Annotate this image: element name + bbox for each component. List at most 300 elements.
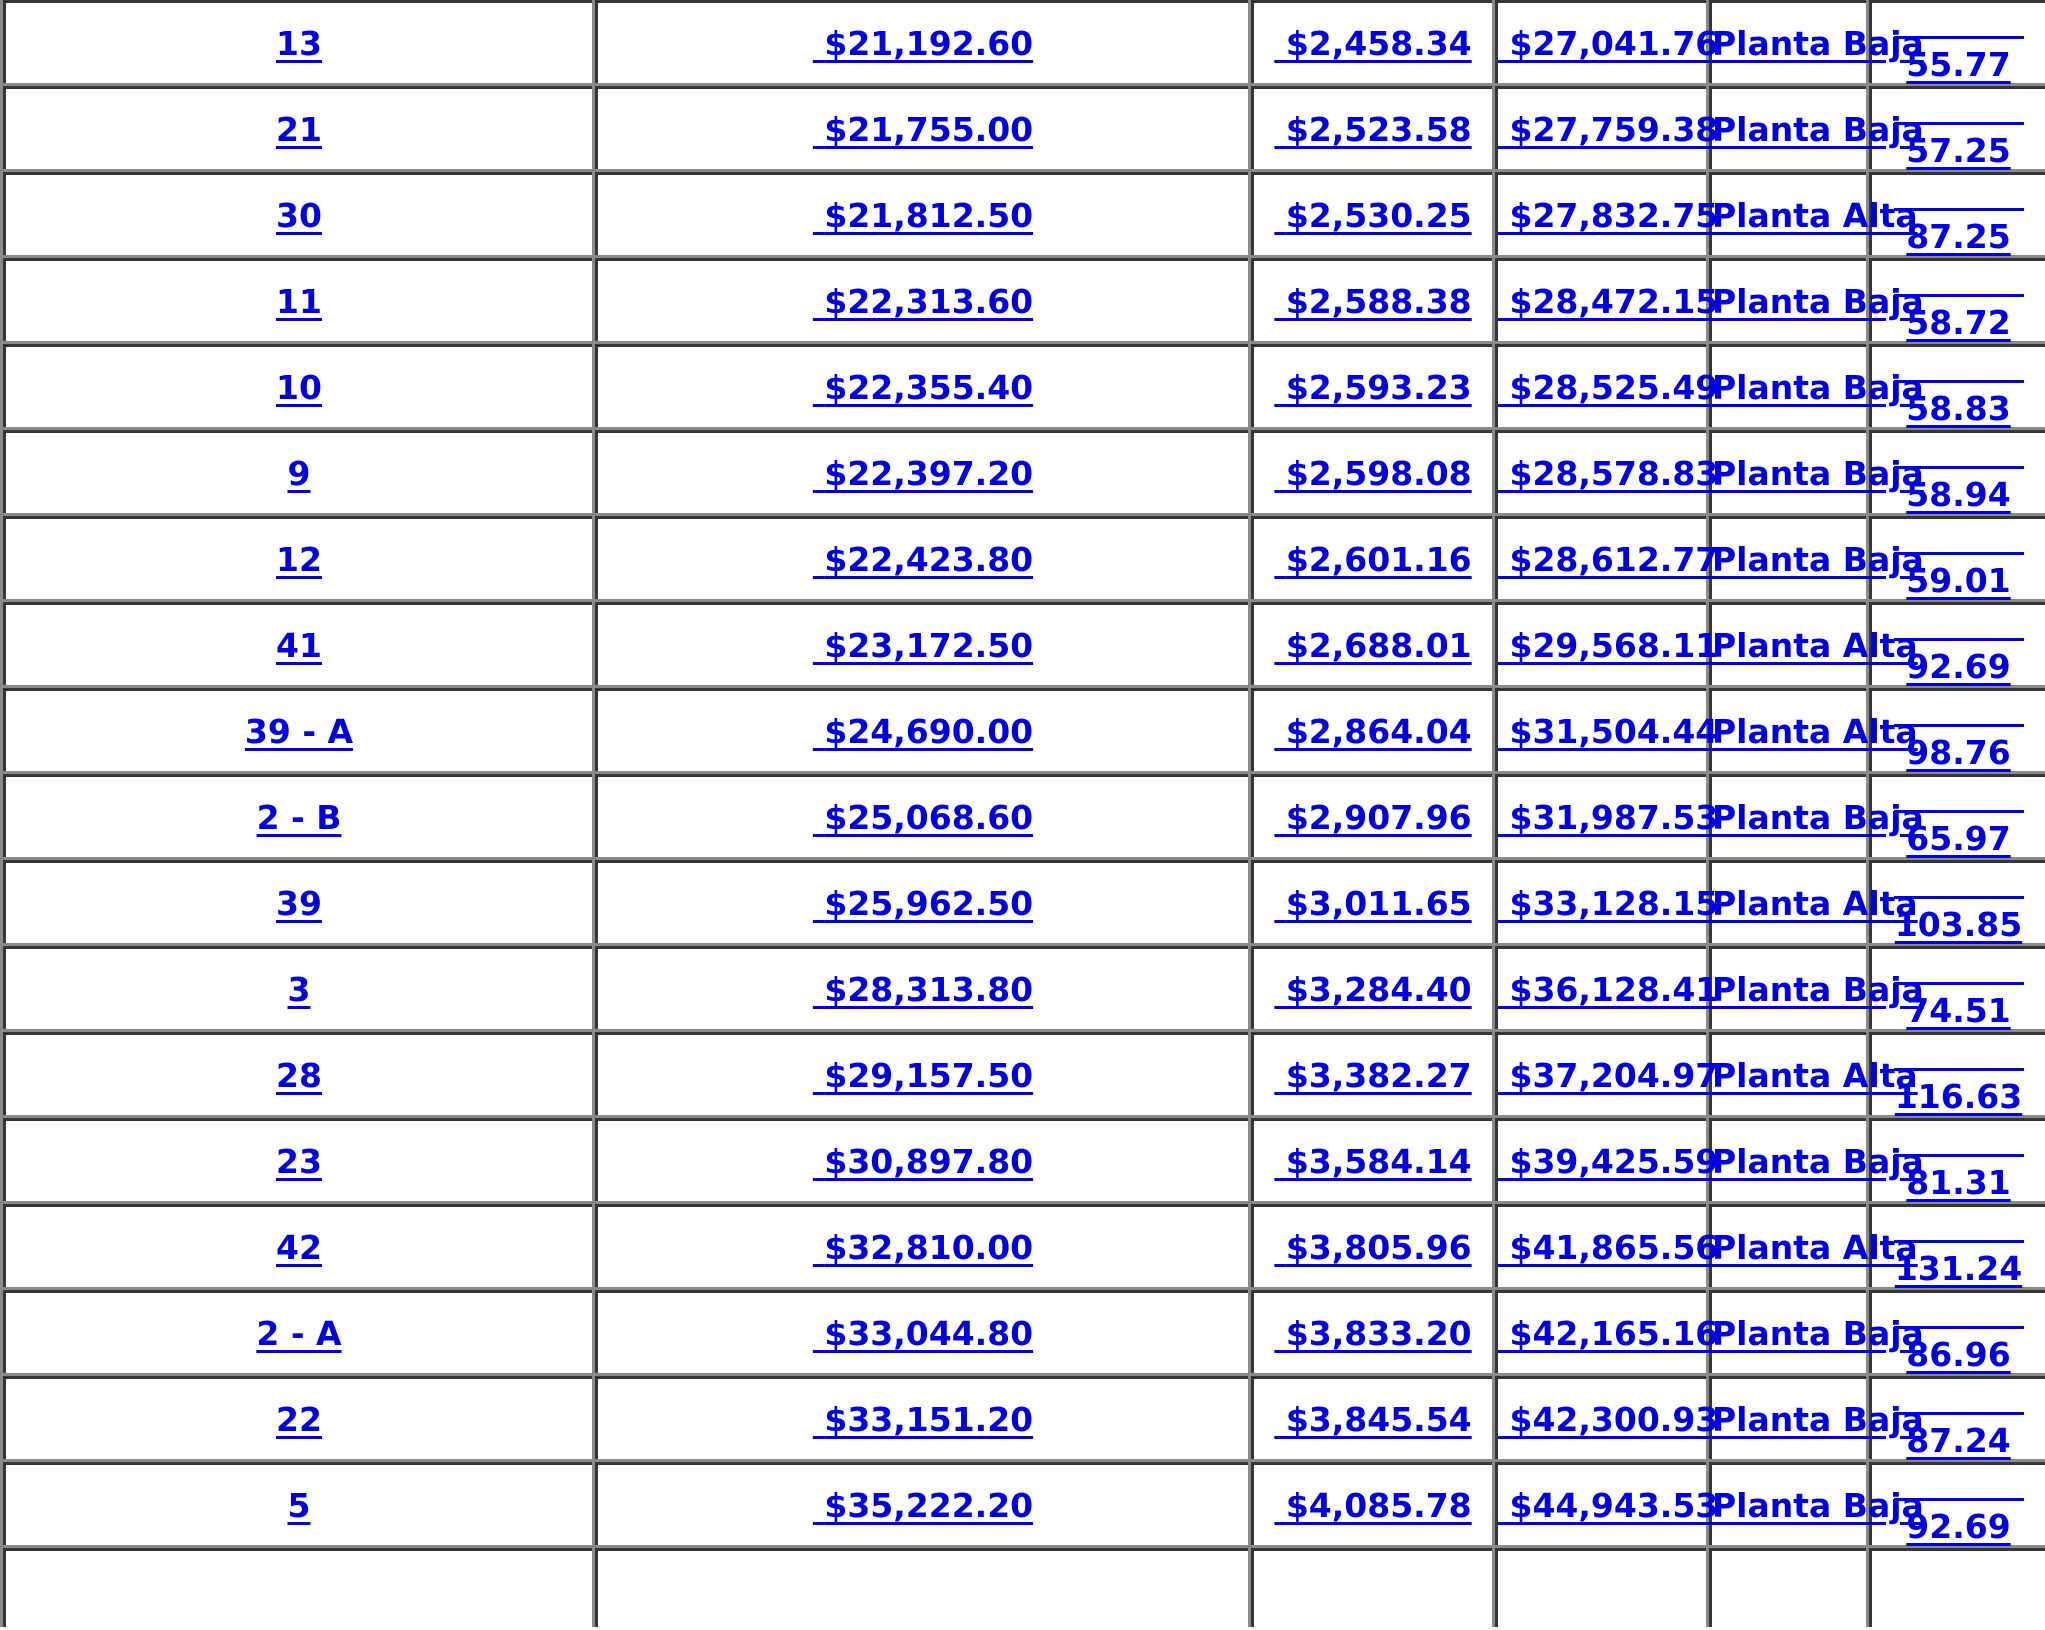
floor-link[interactable]: Planta Baja — [1712, 367, 1924, 407]
table-row — [0, 0, 2045, 83]
extra-amount-value: $3,584.14 — [1285, 1141, 1472, 1181]
price-value: $24,690.00 — [824, 711, 1034, 751]
area-value: 87.25 — [1906, 217, 2011, 256]
unit-link[interactable]: 28 — [276, 1055, 322, 1095]
price-value: $22,397.20 — [824, 453, 1034, 493]
price-value: $28,313.80 — [824, 969, 1034, 1009]
unit-cell — [0, 943, 592, 1029]
floor-cell — [1706, 169, 1918, 255]
area-link[interactable] — [1894, 1384, 2024, 1460]
total-cell — [1492, 857, 1719, 943]
unit-cell — [0, 83, 592, 169]
area-value: 58.83 — [1906, 389, 2011, 428]
blank-underline — [1894, 89, 2024, 125]
table-row — [0, 685, 2045, 771]
area-link[interactable] — [1894, 352, 2024, 428]
floor-cell — [1706, 771, 1924, 857]
area-link[interactable] — [1894, 8, 2024, 84]
price-cell — [592, 427, 1248, 513]
price-cell — [592, 0, 1248, 83]
extra-amount-value: $3,382.27 — [1285, 1055, 1472, 1095]
total-value: $33,128.15 — [1509, 883, 1719, 923]
blank-underline — [1894, 347, 2024, 383]
price-cell — [592, 771, 1248, 857]
total-link[interactable] — [1498, 196, 1718, 235]
table-row — [0, 1029, 2045, 1115]
price-value: $25,962.50 — [824, 883, 1034, 923]
price-value: $23,172.50 — [824, 625, 1034, 665]
price-link[interactable] — [813, 712, 1033, 751]
table-row — [0, 771, 2045, 857]
price-cell — [592, 255, 1248, 341]
floor-link[interactable]: Planta Alta — [1712, 711, 1918, 751]
extra-amount-link[interactable] — [1274, 110, 1471, 149]
extra-amount-link[interactable] — [1274, 1486, 1471, 1525]
area-value: 116.63 — [1894, 1077, 2023, 1116]
extra-amount-link[interactable] — [1274, 626, 1471, 665]
total-link[interactable] — [1498, 24, 1718, 63]
price-cell — [592, 857, 1248, 943]
total-value: $31,987.53 — [1509, 797, 1719, 837]
table-row — [0, 427, 2045, 513]
extra-amount-link[interactable] — [1274, 798, 1471, 837]
extra-amount-link[interactable] — [1274, 1400, 1471, 1439]
price-link[interactable] — [813, 1486, 1033, 1525]
total-link[interactable] — [1498, 626, 1718, 665]
area-link[interactable] — [1894, 868, 2024, 944]
extra-amount-cell — [1248, 83, 1492, 169]
extra-amount-link[interactable] — [1274, 1056, 1471, 1095]
price-link[interactable] — [813, 884, 1033, 923]
floor-cell — [1706, 1115, 1924, 1201]
area-link[interactable] — [1894, 266, 2024, 342]
floor-link[interactable]: Planta Baja — [1712, 1141, 1924, 1181]
total-link[interactable] — [1498, 282, 1718, 321]
extra-amount-value: $3,284.40 — [1285, 969, 1472, 1009]
unit-link[interactable]: 5 — [287, 1485, 311, 1525]
unit-link[interactable]: 42 — [276, 1227, 322, 1267]
price-cell — [592, 1115, 1248, 1201]
total-cell — [1492, 255, 1719, 341]
price-cell — [592, 1459, 1248, 1545]
floor-link[interactable]: Planta Baja — [1712, 1485, 1924, 1525]
partial-next-row — [0, 1545, 2045, 1627]
extra-amount-link[interactable] — [1274, 282, 1471, 321]
unit-cell — [0, 685, 592, 771]
extra-amount-cell — [1248, 255, 1492, 341]
floor-cell — [1706, 1373, 1924, 1459]
floor-link[interactable]: Planta Alta — [1712, 1227, 1918, 1267]
price-value: $22,355.40 — [824, 367, 1034, 407]
price-link[interactable] — [813, 1056, 1033, 1095]
table-row — [0, 943, 2045, 1029]
total-cell — [1492, 599, 1719, 685]
unit-cell — [0, 0, 592, 83]
total-value: $27,832.75 — [1509, 195, 1719, 235]
extra-amount-value: $2,588.38 — [1285, 281, 1472, 321]
total-value: $39,425.59 — [1509, 1141, 1719, 1181]
area-value: 131.24 — [1894, 1249, 2023, 1288]
floor-cell — [1706, 1029, 1918, 1115]
total-link[interactable] — [1498, 1142, 1718, 1181]
table-row — [0, 83, 2045, 169]
price-link[interactable] — [813, 540, 1033, 579]
total-value: $28,525.49 — [1509, 367, 1719, 407]
unit-link[interactable]: 3 — [287, 969, 311, 1009]
extra-amount-cell — [1248, 857, 1492, 943]
total-value: $44,943.53 — [1509, 1485, 1719, 1525]
price-link[interactable] — [813, 970, 1033, 1009]
unit-cell — [0, 169, 592, 255]
extra-amount-cell — [1248, 0, 1492, 83]
total-value: $27,041.76 — [1509, 23, 1719, 63]
extra-amount-cell — [1248, 599, 1492, 685]
total-cell — [1492, 1115, 1719, 1201]
extra-amount-value: $4,085.78 — [1285, 1485, 1472, 1525]
total-value: $28,472.15 — [1509, 281, 1719, 321]
extra-amount-value: $2,593.23 — [1285, 367, 1472, 407]
extra-amount-link[interactable] — [1274, 368, 1471, 407]
unit-link[interactable]: 23 — [276, 1141, 322, 1181]
area-value: 103.85 — [1894, 905, 2023, 944]
total-value: $36,128.41 — [1509, 969, 1719, 1009]
blank-underline — [1894, 433, 2024, 469]
area-value: 59.01 — [1906, 561, 2011, 600]
table-row — [0, 857, 2045, 943]
total-cell — [1492, 1459, 1719, 1545]
floor-link[interactable]: Planta Baja — [1712, 281, 1924, 321]
floor-cell — [1706, 599, 1918, 685]
price-value: $29,157.50 — [824, 1055, 1034, 1095]
price-value: $21,192.60 — [824, 23, 1034, 63]
blank-underline — [1894, 261, 2024, 297]
price-cell — [592, 1373, 1248, 1459]
price-value: $22,313.60 — [824, 281, 1034, 321]
blank-underline — [1894, 175, 2024, 211]
floor-link[interactable]: Planta Baja — [1712, 453, 1924, 493]
extra-amount-cell — [1248, 1459, 1492, 1545]
extra-amount-link[interactable] — [1274, 884, 1471, 923]
blank-underline — [1894, 605, 2024, 641]
area-link[interactable] — [1894, 954, 2024, 1030]
unit-cell — [0, 1373, 592, 1459]
blank-underline — [1894, 1379, 2024, 1415]
blank-underline — [1894, 3, 2024, 39]
unit-link[interactable]: 9 — [287, 453, 311, 493]
unit-cell — [0, 255, 592, 341]
area-link[interactable] — [1894, 696, 2024, 772]
area-value: 58.94 — [1906, 475, 2011, 514]
area-value: 65.97 — [1906, 819, 2011, 858]
extra-amount-cell — [1248, 1201, 1492, 1287]
blank-underline — [1894, 777, 2024, 813]
floor-link[interactable]: Planta Baja — [1712, 969, 1924, 1009]
floor-link[interactable]: Planta Baja — [1712, 109, 1924, 149]
table-row — [0, 1115, 2045, 1201]
total-value: $37,204.97 — [1509, 1055, 1719, 1095]
area-link[interactable] — [1894, 1470, 2024, 1546]
price-link[interactable] — [813, 24, 1033, 63]
floor-cell — [1706, 1459, 1924, 1545]
floor-cell — [1706, 943, 1924, 1029]
price-value: $35,222.20 — [824, 1485, 1034, 1525]
price-value: $30,897.80 — [824, 1141, 1034, 1181]
area-link[interactable] — [1894, 1126, 2024, 1202]
blank-underline — [1894, 1293, 2024, 1329]
unit-link[interactable]: 10 — [276, 367, 322, 407]
extra-amount-cell — [1248, 943, 1492, 1029]
price-value: $21,755.00 — [824, 109, 1034, 149]
floor-cell — [1706, 83, 1924, 169]
area-link[interactable] — [1894, 610, 2024, 686]
extra-amount-value: $2,530.25 — [1285, 195, 1472, 235]
table-row — [0, 341, 2045, 427]
total-cell — [1492, 1287, 1719, 1373]
floor-link[interactable]: Planta Baja — [1712, 23, 1924, 63]
extra-amount-link[interactable] — [1274, 970, 1471, 1009]
unit-link[interactable]: 12 — [276, 539, 322, 579]
price-link[interactable] — [813, 1142, 1033, 1181]
extra-amount-link[interactable] — [1274, 1228, 1471, 1267]
unit-cell — [0, 1201, 592, 1287]
total-cell — [1492, 513, 1719, 599]
blank-underline — [1894, 1465, 2024, 1501]
total-link[interactable] — [1498, 1314, 1718, 1353]
area-value: 58.72 — [1906, 303, 2011, 342]
floor-cell — [1706, 0, 1924, 83]
price-cell — [592, 169, 1248, 255]
total-link[interactable] — [1498, 454, 1718, 493]
floor-cell — [1706, 513, 1924, 599]
table-row — [0, 599, 2045, 685]
table-row — [0, 1287, 2045, 1373]
unit-cell — [0, 599, 592, 685]
unit-link[interactable]: 21 — [276, 109, 322, 149]
area-value: 74.51 — [1906, 991, 2011, 1030]
table-row — [0, 1201, 2045, 1287]
extra-amount-value: $2,598.08 — [1285, 453, 1472, 493]
area-link[interactable] — [1894, 180, 2024, 256]
extra-amount-value: $3,011.65 — [1285, 883, 1472, 923]
table-row — [0, 255, 2045, 341]
price-cell — [592, 1287, 1248, 1373]
unit-link[interactable]: 2 - A — [256, 1313, 342, 1353]
price-link[interactable] — [813, 1314, 1033, 1353]
unit-cell — [0, 513, 592, 599]
floor-link[interactable]: Planta Baja — [1712, 539, 1924, 579]
total-cell — [1492, 427, 1719, 513]
area-value: 86.96 — [1906, 1335, 2011, 1374]
total-link[interactable] — [1498, 368, 1718, 407]
unit-cell — [0, 341, 592, 427]
extra-amount-value: $2,458.34 — [1285, 23, 1472, 63]
unit-link[interactable]: 13 — [276, 23, 322, 63]
price-link[interactable] — [813, 1400, 1033, 1439]
blank-underline — [1894, 949, 2024, 985]
price-link[interactable] — [813, 454, 1033, 493]
extra-amount-value: $2,601.16 — [1285, 539, 1472, 579]
price-link[interactable] — [813, 368, 1033, 407]
floor-cell — [1706, 685, 1918, 771]
extra-amount-cell — [1248, 771, 1492, 857]
floor-cell — [1706, 1287, 1924, 1373]
extra-amount-cell — [1248, 341, 1492, 427]
extra-amount-value: $3,805.96 — [1285, 1227, 1472, 1267]
area-link[interactable] — [1894, 782, 2024, 858]
total-link[interactable] — [1498, 540, 1718, 579]
total-link[interactable] — [1498, 1486, 1718, 1525]
extra-amount-link[interactable] — [1274, 1314, 1471, 1353]
unit-cell — [0, 427, 592, 513]
price-link[interactable] — [813, 1228, 1033, 1267]
floor-cell — [1706, 341, 1924, 427]
floor-link[interactable]: Planta Alta — [1712, 883, 1918, 923]
floor-link[interactable]: Planta Baja — [1712, 797, 1924, 837]
area-value: 92.69 — [1906, 647, 2011, 686]
unit-link[interactable]: 41 — [276, 625, 322, 665]
total-link[interactable] — [1498, 712, 1718, 751]
price-cell — [592, 685, 1248, 771]
extra-amount-cell — [1248, 1287, 1492, 1373]
extra-amount-value: $2,688.01 — [1285, 625, 1472, 665]
total-cell — [1492, 169, 1719, 255]
floor-cell — [1706, 857, 1918, 943]
floor-cell — [1706, 1201, 1918, 1287]
extra-amount-link[interactable] — [1274, 196, 1471, 235]
price-value: $25,068.60 — [824, 797, 1034, 837]
total-cell — [1492, 943, 1719, 1029]
area-link[interactable] — [1894, 438, 2024, 514]
total-cell — [1492, 771, 1719, 857]
extra-amount-value: $2,523.58 — [1285, 109, 1472, 149]
extra-amount-cell — [1248, 513, 1492, 599]
area-value: 92.69 — [1906, 1507, 2011, 1546]
extra-amount-value: $3,833.20 — [1285, 1313, 1472, 1353]
blank-underline — [1894, 1035, 2024, 1071]
blank-underline — [1894, 1121, 2024, 1157]
extra-amount-link[interactable] — [1274, 24, 1471, 63]
unit-link[interactable]: 2 - B — [256, 797, 342, 837]
price-value: $32,810.00 — [824, 1227, 1034, 1267]
extra-amount-cell — [1248, 1029, 1492, 1115]
total-link[interactable] — [1498, 798, 1718, 837]
extra-amount-cell — [1248, 169, 1492, 255]
unit-cell — [0, 1287, 592, 1373]
total-value: $28,612.77 — [1509, 539, 1719, 579]
floor-link[interactable]: Planta Baja — [1712, 1313, 1924, 1353]
floor-link[interactable]: Planta Alta — [1712, 1055, 1918, 1095]
area-value: 57.25 — [1906, 131, 2011, 170]
total-value: $42,300.93 — [1509, 1399, 1719, 1439]
total-cell — [1492, 685, 1719, 771]
price-cell — [592, 943, 1248, 1029]
total-value: $31,504.44 — [1509, 711, 1719, 751]
unit-cell — [0, 1459, 592, 1545]
total-cell — [1492, 1201, 1719, 1287]
blank-underline — [1894, 519, 2024, 555]
extra-amount-link[interactable] — [1274, 540, 1471, 579]
area-link[interactable] — [1894, 524, 2024, 600]
unit-cell — [0, 1029, 592, 1115]
total-cell — [1492, 83, 1719, 169]
extra-amount-value: $3,845.54 — [1285, 1399, 1472, 1439]
price-cell — [592, 1201, 1248, 1287]
unit-cell — [0, 1115, 592, 1201]
price-link[interactable] — [813, 110, 1033, 149]
price-cell — [592, 83, 1248, 169]
unit-link[interactable]: 11 — [276, 281, 322, 321]
extra-amount-cell — [1248, 685, 1492, 771]
floor-link[interactable]: Planta Alta — [1712, 625, 1918, 665]
total-link[interactable] — [1498, 1400, 1718, 1439]
total-link[interactable] — [1498, 1056, 1718, 1095]
floor-cell — [1706, 255, 1924, 341]
total-value: $28,578.83 — [1509, 453, 1719, 493]
area-value: 98.76 — [1906, 733, 2011, 772]
price-link[interactable] — [813, 282, 1033, 321]
total-link[interactable] — [1498, 1228, 1718, 1267]
extra-amount-link[interactable] — [1274, 1142, 1471, 1181]
unit-link[interactable]: 39 — [276, 883, 322, 923]
extra-amount-cell — [1248, 427, 1492, 513]
total-value: $42,165.16 — [1509, 1313, 1719, 1353]
price-value: $21,812.50 — [824, 195, 1034, 235]
price-cell — [592, 599, 1248, 685]
blank-underline — [1894, 863, 2024, 899]
extra-amount-value: $2,864.04 — [1285, 711, 1472, 751]
extra-amount-link[interactable] — [1274, 454, 1471, 493]
area-link[interactable] — [1894, 1212, 2024, 1288]
floor-link[interactable]: Planta Baja — [1712, 1399, 1924, 1439]
extra-amount-link[interactable] — [1274, 712, 1471, 751]
total-cell — [1492, 1373, 1719, 1459]
area-value: 55.77 — [1906, 45, 2011, 84]
area-link[interactable] — [1894, 1298, 2024, 1374]
floor-cell — [1706, 427, 1924, 513]
price-link[interactable] — [813, 626, 1033, 665]
extra-amount-cell — [1248, 1373, 1492, 1459]
table-row — [0, 169, 2045, 255]
unit-link[interactable]: 30 — [276, 195, 322, 235]
total-link[interactable] — [1498, 970, 1718, 1009]
total-link[interactable] — [1498, 884, 1718, 923]
floor-link[interactable]: Planta Alta — [1712, 195, 1918, 235]
price-link[interactable] — [813, 196, 1033, 235]
total-cell — [1492, 0, 1719, 83]
price-cell — [592, 341, 1248, 427]
table-row — [0, 513, 2045, 599]
total-value: $27,759.38 — [1509, 109, 1719, 149]
unit-cell — [0, 771, 592, 857]
area-link[interactable] — [1894, 1040, 2024, 1116]
unit-link[interactable]: 39 - A — [244, 711, 354, 751]
total-link[interactable] — [1498, 110, 1718, 149]
table-row — [0, 1459, 2045, 1545]
price-value: $33,151.20 — [824, 1399, 1034, 1439]
blank-underline — [1894, 691, 2024, 727]
total-value: $29,568.11 — [1509, 625, 1719, 665]
total-value: $41,865.56 — [1509, 1227, 1719, 1267]
area-link[interactable] — [1894, 94, 2024, 170]
price-link[interactable] — [813, 798, 1033, 837]
extra-amount-cell — [1248, 1115, 1492, 1201]
blank-underline — [1894, 1207, 2024, 1243]
total-cell — [1492, 1029, 1719, 1115]
table-row — [0, 1373, 2045, 1459]
price-value: $22,423.80 — [824, 539, 1034, 579]
total-cell — [1492, 341, 1719, 427]
unit-link[interactable]: 22 — [276, 1399, 322, 1439]
